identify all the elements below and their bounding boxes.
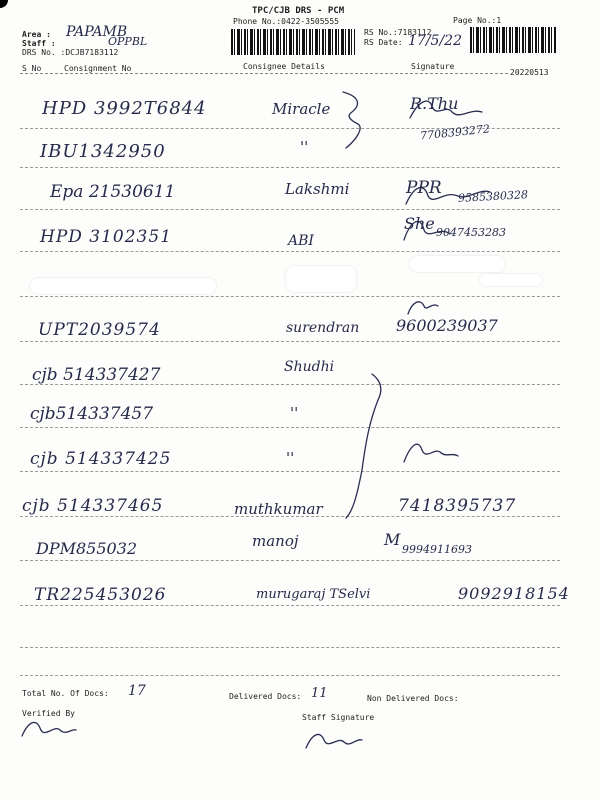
drs-number: DRS No. :DCJB7183112 bbox=[22, 48, 119, 57]
delivered-docs-label: Delivered Docs: bbox=[229, 692, 302, 701]
recipient-phone: 9600239037 bbox=[396, 316, 498, 335]
consignee-name: Shudhi bbox=[284, 359, 335, 375]
staff-signature-scribble bbox=[306, 734, 362, 748]
consignment-number: HPD 3992T6844 bbox=[42, 98, 207, 119]
delivered-docs-value: 11 bbox=[311, 686, 328, 701]
staff-value: OPPBL bbox=[108, 35, 148, 48]
recipient-phone: 9047453283 bbox=[436, 226, 506, 239]
recipient-phone: 9092918154 bbox=[458, 584, 570, 603]
consignment-number: DPM855032 bbox=[36, 539, 138, 558]
signature-scribble bbox=[404, 221, 450, 240]
consignee-name: Lakshmi bbox=[285, 180, 350, 198]
col-consignee-details: Consignee Details bbox=[243, 62, 325, 71]
document-title: TPC/CJB DRS - PCM bbox=[252, 6, 345, 16]
signature-scribble bbox=[404, 444, 458, 462]
recipient-signature: M bbox=[384, 530, 401, 549]
recipient-signature: R.Thu bbox=[410, 94, 459, 113]
rs-date-value: 17/5/22 bbox=[408, 33, 462, 49]
signature-scribble bbox=[408, 302, 438, 314]
verified-by-signature bbox=[22, 722, 76, 736]
total-docs-label: Total No. Of Docs: bbox=[22, 689, 109, 698]
consignment-number: Epa 21530611 bbox=[50, 182, 176, 202]
consignee-name: ABI bbox=[288, 233, 314, 249]
recipient-phone: 7708393272 bbox=[419, 122, 491, 143]
verified-by-label: Verified By bbox=[22, 709, 75, 718]
date-code: 20220513 bbox=[510, 68, 549, 77]
consignee-name: '' bbox=[290, 404, 299, 422]
signature-scribble bbox=[410, 101, 482, 118]
consignee-name: murugaraj TSelvi bbox=[256, 587, 371, 602]
consignment-number: HPD 3102351 bbox=[40, 227, 173, 247]
consignment-number: cjb 514337427 bbox=[32, 365, 161, 385]
consignment-number: cjb 514337465 bbox=[22, 496, 164, 516]
col-signature: Signature bbox=[411, 62, 455, 71]
signature-scribble bbox=[406, 188, 490, 204]
consignment-number: cjb 514337425 bbox=[30, 449, 172, 469]
rs-date-label: RS Date: bbox=[364, 38, 403, 47]
grouping-brace bbox=[343, 92, 360, 148]
consignee-name: surendran bbox=[286, 320, 360, 336]
rs-number: RS No.:7183112 bbox=[364, 28, 432, 37]
staff-label: Staff : bbox=[22, 39, 56, 48]
col-consignment-no: Consignment No bbox=[64, 64, 132, 73]
recipient-phone: 7418395737 bbox=[398, 496, 517, 516]
consignment-number: IBU1342950 bbox=[40, 141, 166, 162]
staff-signature-label: Staff Signature bbox=[302, 713, 375, 722]
non-delivered-docs-label: Non Delivered Docs: bbox=[367, 694, 459, 703]
consignment-number: TR225453026 bbox=[34, 585, 167, 605]
consignee-name: muthkumar bbox=[234, 500, 323, 518]
recipient-signature: PPR bbox=[406, 178, 442, 198]
consignment-number: cjb514337457 bbox=[30, 404, 154, 424]
consignee-name: '' bbox=[286, 449, 295, 467]
phone-number: Phone No.:0422-3505555 bbox=[233, 17, 339, 26]
consignee-name: manoj bbox=[252, 532, 299, 550]
page-number: Page No.:1 bbox=[453, 16, 502, 25]
consignee-name: '' bbox=[300, 138, 309, 156]
consignment-number: UPT2039574 bbox=[38, 320, 161, 340]
connector-line bbox=[346, 374, 381, 518]
recipient-signature: She bbox=[404, 214, 435, 233]
consignee-name: Miracle bbox=[272, 100, 331, 118]
area-label: Area : bbox=[22, 30, 51, 39]
total-docs-value: 17 bbox=[128, 683, 146, 699]
area-value: PAPAMB bbox=[66, 24, 128, 40]
col-sno: S No bbox=[22, 64, 42, 73]
recipient-phone: 9994911693 bbox=[402, 543, 472, 556]
recipient-phone: 9585380328 bbox=[457, 188, 529, 205]
